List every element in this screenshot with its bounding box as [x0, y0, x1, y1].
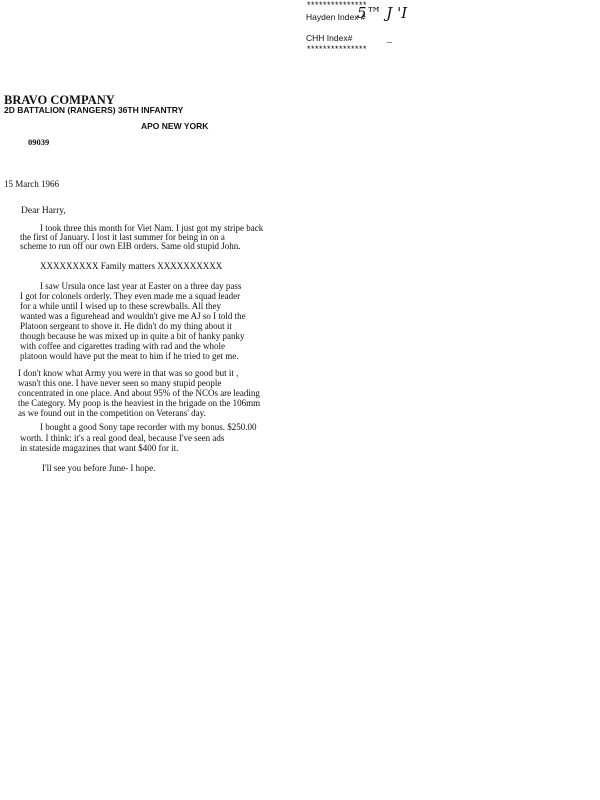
zip-code: 09039: [28, 137, 50, 147]
paragraph-line: platoon would have put the meat to him if he tried to get me.: [20, 351, 239, 361]
paragraph-line: for a while until I wised up to these screwballs. All they: [20, 301, 221, 311]
paragraph-line: wasn't this one. I have never seen so many stupid people: [18, 378, 222, 388]
battalion-name: 2D BATTALION (RANGERS) 36TH INFANTRY: [4, 105, 184, 115]
paragraph-line: I took three this month for Viet Nam. I just got my stripe back: [40, 223, 264, 233]
paragraph-line: as we found out in the competition on Veterans' day.: [18, 408, 206, 418]
chh-index-label: CHH Index#: [306, 33, 353, 43]
apo-address: APO NEW YORK: [141, 121, 209, 131]
paragraph-line: in stateside magazines that want $400 for it.: [20, 443, 179, 453]
paragraph-line: concentrated in one place. And about 95% of the NCOs are leading: [18, 388, 260, 398]
salutation: Dear Harry,: [21, 206, 66, 216]
paragraph-line: scheme to run off our own EIB orders. Same old stupid John.: [20, 241, 241, 251]
paragraph-line: worth. I think: it's a real good deal, because I've seen ads: [20, 433, 225, 443]
paragraph-line: I saw Ursula once last year at Easter on a three day pass: [40, 281, 242, 291]
paragraph-line: I bought a good Sony tape recorder with my bonus. $250.00: [40, 422, 257, 432]
paragraph-line: the first of January. I lost it last summer for being in on a: [20, 232, 225, 242]
letter-date: 15 March 1966: [4, 179, 59, 189]
paragraph-line: I don't know what Army you were in that was so good but it ,: [18, 368, 239, 378]
paragraph-line: with coffee and cigarettes trading with rad and the whole: [20, 341, 226, 351]
company-name: BRAVO COMPANY: [4, 93, 115, 107]
paragraph-line: though because he was mixed up in quite a bit of hanky panky: [20, 331, 245, 341]
paragraph-line: I'll see you before June- I hope.: [42, 463, 156, 473]
index-stars-top: ***************: [307, 0, 368, 10]
index-stars-bottom: ***************: [307, 44, 368, 54]
paragraph-line: XXXXXXXXX Family matters XXXXXXXXXX: [40, 261, 223, 271]
paragraph-line: wanted was a figurehead and wouldn't give me AJ so I told the: [20, 311, 246, 321]
hayden-index-value: 5™ J 'I: [357, 4, 408, 22]
chh-index-value: _: [387, 33, 392, 43]
paragraph-line: I got for colonels orderly. They even made me a squad leader: [20, 291, 241, 301]
paragraph-line: Platoon sergeant to shove it. He didn't do my thing about it: [20, 321, 232, 331]
paragraph-line: the Category. My poop is the heaviest in the brigade on the 106mm: [18, 398, 261, 408]
hayden-index-label: Hayden Index #: [306, 12, 366, 22]
